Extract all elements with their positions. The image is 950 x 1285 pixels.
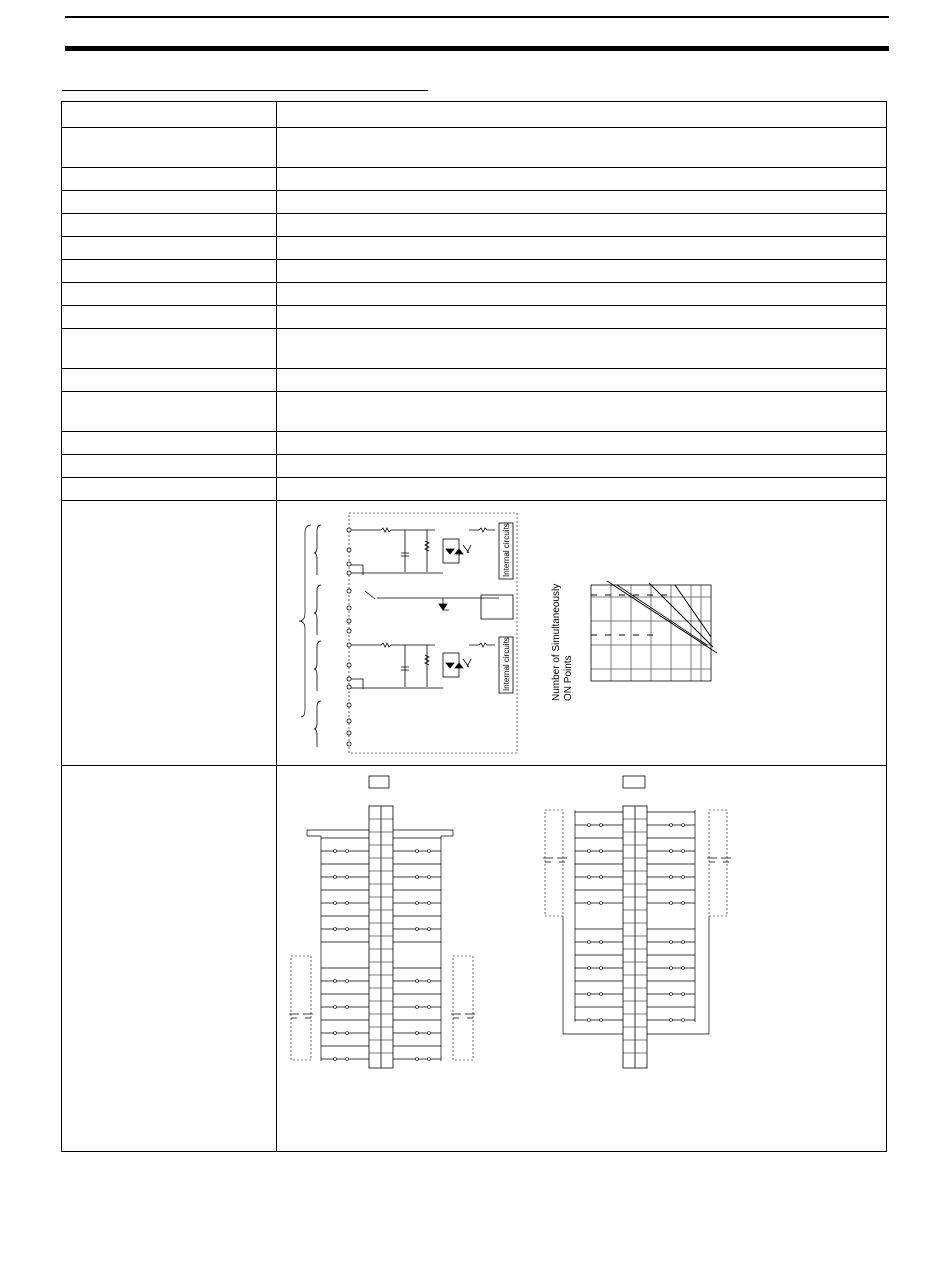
table-row <box>62 237 887 260</box>
spec-label-cell <box>62 214 277 237</box>
table-row <box>62 214 887 237</box>
spec-label-cell <box>62 168 277 191</box>
spec-value-cell <box>277 432 887 455</box>
spec-label-cell <box>62 260 277 283</box>
spec-label-cell <box>62 392 277 432</box>
table-row <box>62 369 887 392</box>
internal-circuit-label-upper: Internal circuits <box>502 523 511 577</box>
derating-axis-label-line2: ON Points <box>563 655 574 701</box>
spec-label-cell <box>62 128 277 168</box>
table-row <box>62 766 887 1152</box>
table-row <box>62 191 887 214</box>
spec-label-cell <box>62 455 277 478</box>
internal-circuit-label-lower: Internal circuits <box>502 637 511 691</box>
spec-label-cell <box>62 306 277 329</box>
table-row <box>62 102 887 128</box>
spec-label-cell <box>62 102 277 128</box>
table-row <box>62 392 887 432</box>
spec-value-cell <box>277 260 887 283</box>
spec-label-cell <box>62 283 277 306</box>
header-rule-thin <box>65 16 889 18</box>
circuit-configuration-cell <box>277 501 887 766</box>
specifications-table <box>61 101 887 1152</box>
table-row <box>62 432 887 455</box>
table-row <box>62 306 887 329</box>
spec-value-cell <box>277 306 887 329</box>
spec-value-cell <box>277 191 887 214</box>
spec-value-cell <box>277 478 887 501</box>
spec-value-cell <box>277 237 887 260</box>
external-connection-cell <box>277 766 887 1152</box>
header-rule-thick <box>65 46 889 51</box>
table-row <box>62 128 887 168</box>
spec-label-cell <box>62 237 277 260</box>
spec-value-cell <box>277 128 887 168</box>
spec-value-cell <box>277 283 887 306</box>
spec-label-cell <box>62 432 277 455</box>
spec-label-cell <box>62 478 277 501</box>
spec-label-cell <box>62 501 277 766</box>
spec-value-cell <box>277 392 887 432</box>
spec-label-cell <box>62 329 277 369</box>
derating-axis-label-line1: Number of Simultaneously <box>551 583 562 701</box>
spec-value-cell <box>277 214 887 237</box>
spec-label-cell <box>62 766 277 1152</box>
table-row <box>62 501 887 766</box>
spec-value-cell <box>277 369 887 392</box>
table-row <box>62 283 887 306</box>
table-row <box>62 168 887 191</box>
table-row <box>62 329 887 369</box>
table-row <box>62 455 887 478</box>
spec-label-cell <box>62 191 277 214</box>
spec-value-cell <box>277 168 887 191</box>
spec-value-cell <box>277 329 887 369</box>
table-row <box>62 260 887 283</box>
spec-value-cell <box>277 455 887 478</box>
derating-graph <box>591 581 717 681</box>
circuit-configuration-figure <box>277 501 889 766</box>
external-connection-figure <box>277 766 889 1152</box>
spec-label-cell <box>62 369 277 392</box>
section-heading-underline <box>62 90 428 91</box>
table-row <box>62 478 887 501</box>
spec-value-cell <box>277 102 887 128</box>
